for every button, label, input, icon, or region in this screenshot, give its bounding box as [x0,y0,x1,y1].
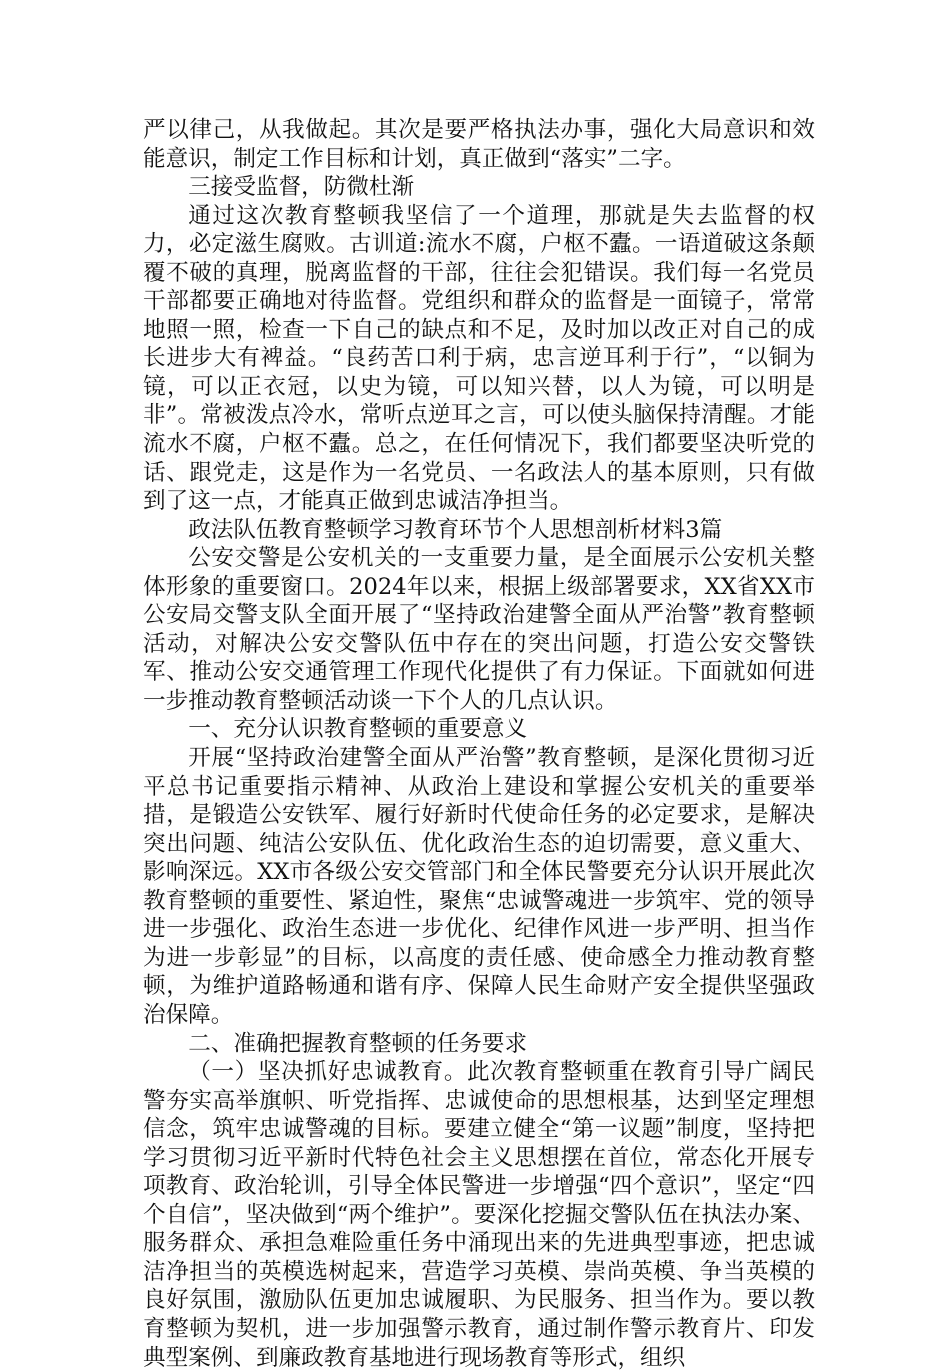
section-heading-requirements: 二、准确把握教育整顿的任务要求 [188,1030,528,1057]
paragraph-significance: 开展“坚持政治建警全面从严治警”教育整顿，是深化贯彻习近平总书记重要指示精神、从政治上建设和掌握公安机关的重要举措，是锻造公安铁军、履行好新时代使命任务的必定要求，是解决突出问题、纯洁公安队伍、优化政治生态的迫切需要，意义重大、影响深远。XX市各级公安交管部门和全体民警要充分认识开展此次教育整顿的重要性、紧迫性，聚焦“忠诚警魂进一步筑牢、党的领导进一步强化、政治生态进一步优化、纪律作风进一步严明、担当作为进一步彰显”的目标，以高度的责任感、使命感全力推动教育整顿，为维护道路畅通和谐有序、保障人民生命财产安全提供坚强政治保障。 [143,745,815,1028]
document-page [143,116,815,1372]
section-heading-supervision: 三接受监督，防微杜渐 [188,174,415,201]
paragraph-continuation: 严以律己，从我做起。其次是要严格执法办事，强化大局意识和效能意识，制定工作目标和计划，真正做到“落实”二字。 [143,117,815,172]
section-heading-significance: 一、充分认识教育整顿的重要意义 [188,716,528,743]
paragraph-loyalty-education: （一）坚决抓好忠诚教育。此次教育整顿重在教育引导广阔民警夯实高举旗帜、听党指挥、忠诚使命的思想根基，达到坚定理想信念，筑牢忠诚警魂的目标。要建立健全“第一议题”制度，坚持把学习贯彻习近平新时代特色社会主义思想摆在首位，常态化开展专项教育、政治轮训，引导全体民警进一步增强“四个意识”，坚定“四个自信”，坚决做到“两个维护”。要深化挖掘交警队伍在执法办案、服务群众、承担急难险重任务中涌现出来的先进典型事迹，把忠诚洁净担当的英模选树起来，营造学习英模、崇尚英模、争当英模的良好氛围，激励队伍更加忠诚履职、为民服务、担当作为。要以教育整顿为契机，进一步加强警示教育，通过制作警示教育片、印发典型案例、到廉政教育基地进行现场教育等形式，组织 [143,1059,815,1371]
paragraph-supervision: 通过这次教育整顿我坚信了一个道理，那就是失去监督的权力，必定滋生腐败。古训道:流水不腐，户枢不蠹。一语道破这条颠覆不破的真理，脱离监督的干部，往往会犯错误。我们每一名党员干部都要正确地对待监督。党组织和群众的监督是一面镜子，常常地照一照，检查一下自己的缺点和不足，及时加以改正对自己的成长进步大有裨益。“良药苦口利于病，忠言逆耳利于行”，“以铜为镜，可以正衣冠，以史为镜，可以知兴替，以人为镜，可以明是非”。常被泼点冷水，常听点逆耳之言，可以使头脑保持清醒。才能流水不腐，户枢不蠹。总之，在任何情况下，我们都要坚决听党的话、跟党走，这是作为一名党员、一名政法人的基本原则，只有做到了这一点，才能真正做到忠诚洁净担当。 [143,202,815,515]
paragraph-intro: 公安交警是公安机关的一支重要力量，是全面展示公安机关整体形象的重要窗口。2024年以来，根据上级部署要求，XX省XX市公安局交警支队全面开展了“坚持政治建警全面从严治警”教育整顿活动，对解决公安交警队伍中存在的突出问题，打造公安交警铁军、推动公安交通管理工作现代化提供了有力保证。下面就如何进一步推动教育整顿活动谈一下个人的几点认识。 [143,545,815,714]
document-title: 政法队伍教育整顿学习教育环节个人思想剖析材料3篇 [188,516,723,543]
